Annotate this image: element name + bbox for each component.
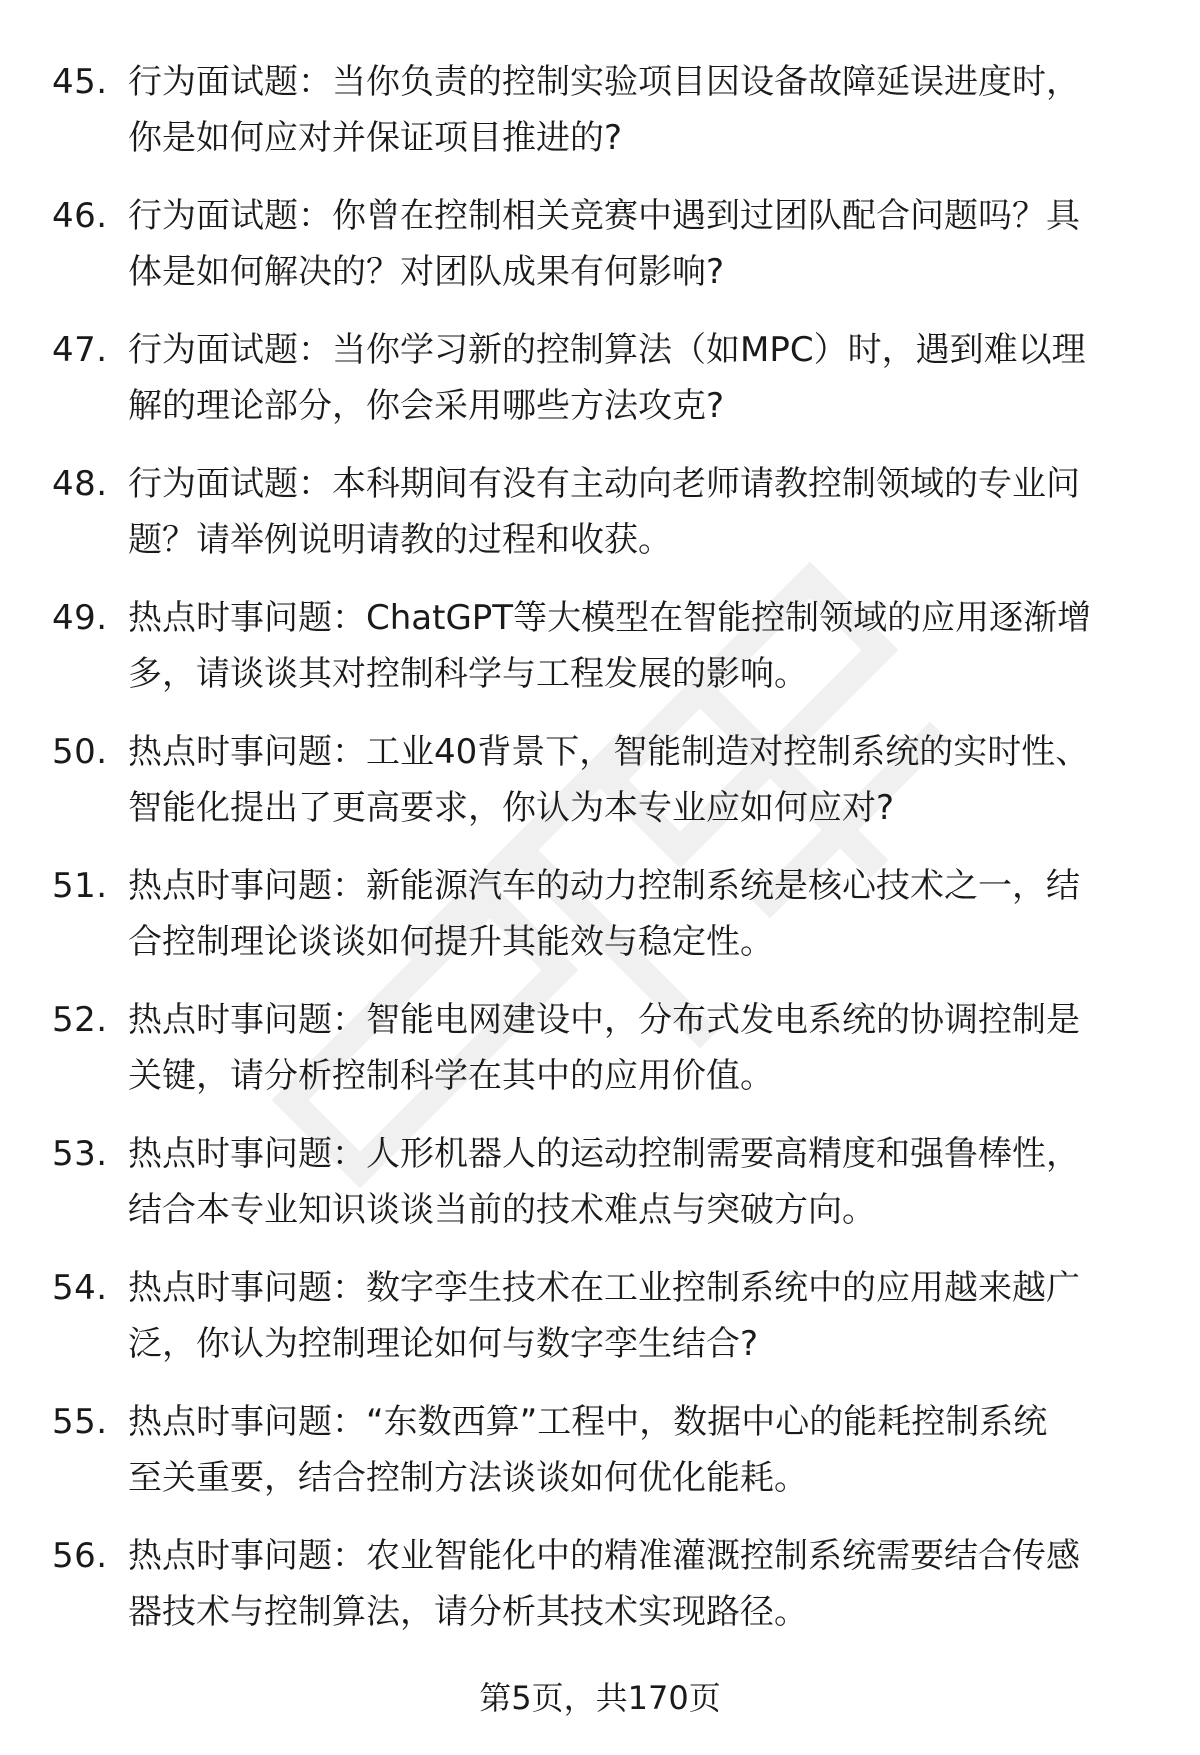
question-text [128, 188, 1150, 300]
question-line: 行为面试题：当你负责的控制实验项目因设备故障延误进度时， [128, 62, 1080, 102]
question-line: 热点时事问题：人形机器人的运动控制需要高精度和强鲁棒性， [128, 1134, 1080, 1174]
list-item [0, 858, 1200, 992]
list-item [0, 188, 1200, 322]
question-line: 热点时事问题：智能电网建设中，分布式发电系统的协调控制是 [128, 1000, 1080, 1040]
question-line: 行为面试题：你曾在控制相关竞赛中遇到过团队配合问题吗？具 [128, 196, 1080, 236]
question-line: 泛，你认为控制理论如何与数字孪生结合? [128, 1324, 759, 1364]
question-line: 器技术与控制算法，请分析其技术实现路径。 [128, 1592, 808, 1632]
question-number: 49. [52, 598, 108, 638]
list-item [0, 1260, 1200, 1394]
question-number: 55. [52, 1402, 108, 1442]
question-number: 48. [52, 464, 108, 504]
question-line: 合控制理论谈谈如何提升其能效与稳定性。 [128, 922, 774, 962]
question-number: 51. [52, 866, 108, 906]
question-text [128, 1528, 1150, 1640]
question-text [128, 456, 1150, 568]
question-line: 热点时事问题：农业智能化中的精准灌溉控制系统需要结合传感 [128, 1536, 1080, 1576]
list-item [0, 590, 1200, 724]
question-number: 54. [52, 1268, 108, 1308]
question-text [128, 858, 1150, 970]
page-footer [0, 1676, 1200, 1720]
question-number: 46. [52, 196, 108, 236]
question-line: 行为面试题：本科期间有没有主动向老师请教控制领域的专业问 [128, 464, 1080, 504]
question-line: 关键，请分析控制科学在其中的应用价值。 [128, 1056, 774, 1096]
list-item [0, 724, 1200, 858]
list-item [0, 1126, 1200, 1260]
question-text [128, 54, 1150, 166]
question-line: 体是如何解决的？对团队成果有何影响? [128, 252, 725, 292]
question-line: 多，请谈谈其对控制科学与工程发展的影响。 [128, 654, 808, 694]
question-line: 热点时事问题：“东数西算”工程中，数据中心的能耗控制系统 [128, 1402, 1048, 1442]
question-line: 解的理论部分，你会采用哪些方法攻克? [128, 386, 725, 426]
question-number: 53. [52, 1134, 108, 1174]
page-number-label: 第5页，共170页 [479, 1679, 721, 1717]
question-line: 热点时事问题：ChatGPT等大模型在智能控制领域的应用逐渐增 [128, 598, 1092, 638]
list-item [0, 54, 1200, 188]
list-item [0, 456, 1200, 590]
question-line: 热点时事问题：数字孪生技术在工业控制系统中的应用越来越广 [128, 1268, 1080, 1308]
question-number: 47. [52, 330, 108, 370]
question-text [128, 1126, 1150, 1238]
question-line: 智能化提出了更高要求，你认为本专业应如何应对? [128, 788, 895, 828]
question-line: 行为面试题：当你学习新的控制算法（如MPC）时，遇到难以理 [128, 330, 1086, 370]
question-number: 56. [52, 1536, 108, 1576]
question-line: 热点时事问题：工业40背景下，智能制造对控制系统的实时性、 [128, 732, 1090, 772]
question-number: 50. [52, 732, 108, 772]
list-item [0, 1394, 1200, 1528]
question-text [128, 322, 1150, 434]
question-text [128, 1260, 1150, 1372]
list-item [0, 992, 1200, 1126]
list-item [0, 322, 1200, 456]
list-item [0, 1528, 1200, 1662]
question-line: 结合本专业知识谈谈当前的技术难点与突破方向。 [128, 1190, 876, 1230]
question-line: 至关重要，结合控制方法谈谈如何优化能耗。 [128, 1458, 808, 1498]
question-text [128, 724, 1150, 836]
question-text [128, 590, 1150, 702]
question-line: 你是如何应对并保证项目推进的? [128, 118, 623, 158]
question-text [128, 992, 1150, 1104]
question-number: 45. [52, 62, 108, 102]
question-line: 题？请举例说明请教的过程和收获。 [128, 520, 672, 560]
question-number: 52. [52, 1000, 108, 1040]
question-text [128, 1394, 1150, 1506]
question-list [0, 54, 1200, 1662]
question-line: 热点时事问题：新能源汽车的动力控制系统是核心技术之一，结 [128, 866, 1080, 906]
